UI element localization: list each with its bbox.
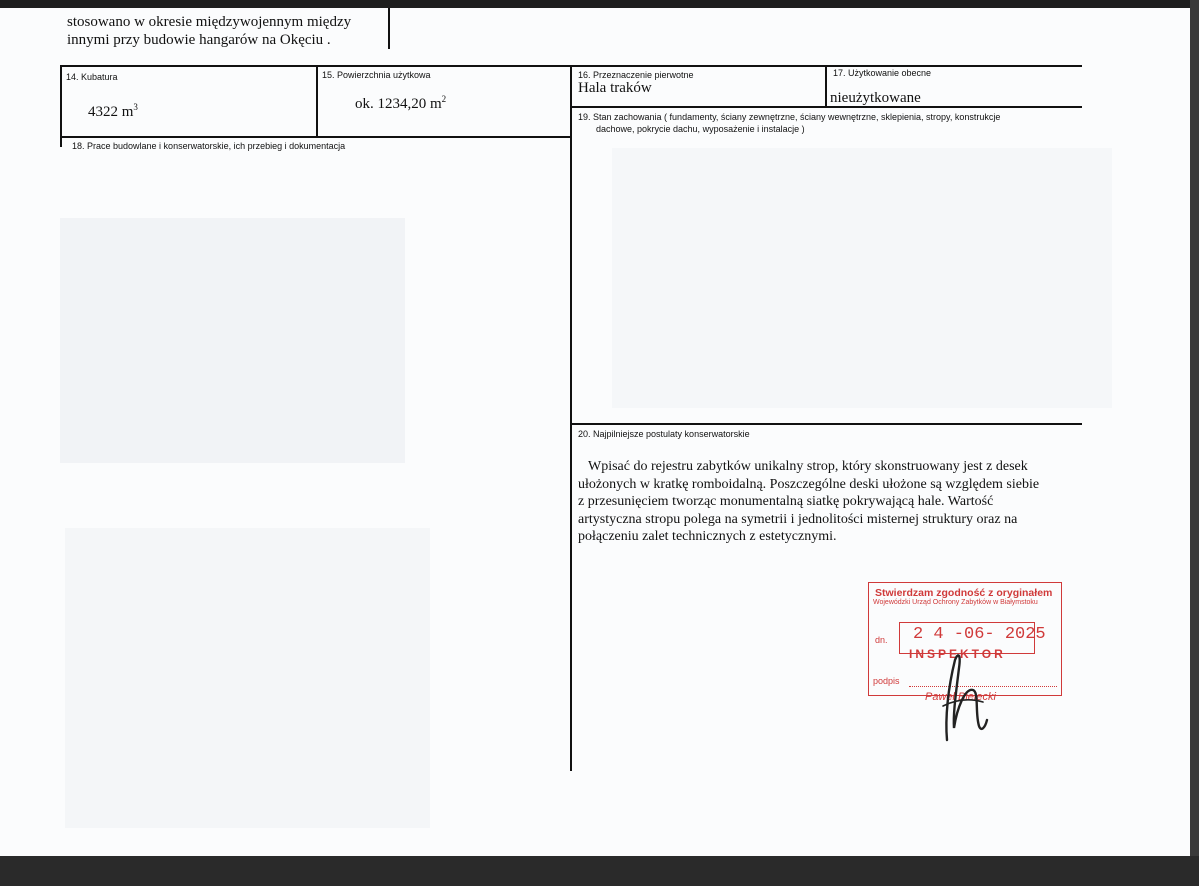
ghost-bleedthrough-photo [60,218,405,463]
field-16-label: 16. Przeznaczenie pierwotne [578,70,694,80]
field-19-label-line-2: dachowe, pokrycie dachu, wyposażenie i instalacje ) [596,124,805,134]
field-14-unit-exp: 3 [133,102,138,112]
grid-vline-top [388,8,390,49]
stamp-title: Stwierdzam zgodność z oryginałem [875,587,1053,599]
grid-vline-center [570,65,572,771]
field-20-text-line: ułożonych w kratkę romboidalną. Poszczególne deski ułożone są względem siebie [578,476,1040,492]
ghost-bleedthrough-area [65,528,430,828]
field-20-text-line: Wpisać do rejestru zabytków unikalny strop, który skonstruowany jest z desek [588,459,1028,474]
document-page [0,8,1190,856]
grid-hline-4 [570,423,1082,425]
handwritten-signature [935,648,995,743]
stamp-date-label: dn. [875,635,888,645]
field-20-label: 20. Najpilniejsze postulaty konserwatorskie [578,429,750,439]
ghost-bleedthrough-table [612,148,1112,408]
scanner-bottom-edge [0,856,1199,886]
field-20-text-line: artystyczna stropu polega na symetrii i jednolitości misternej struktury oraz na [578,511,1018,527]
field-17-label: 17. Użytkowanie obecne [833,68,932,78]
field-15-unit-exp: 2 [441,94,447,104]
field-14-value: 4322 $m^3$ [88,102,138,120]
field-16-value: Hala traków [578,80,652,96]
grid-vline-14-15 [316,65,318,137]
grid-hline-3 [60,136,572,138]
field-14-label: 14. Kubatura [66,72,118,82]
field-18-label: 18. Prace budowlane i konserwatorskie, ich przebieg i dokumentacja [72,141,346,151]
field-15-label: 15. Powierzchnia użytkowa [322,70,431,80]
field-20-text-line: połączeniu zalet technicznych z estetycznymi. [578,529,837,544]
stamp-name: Paweł Bielecki [925,691,996,703]
stamp-role: INSPEKTOR [909,647,1006,661]
grid-vline-left [60,65,62,147]
field-20-text-line: z przesunięciem tworząc monumentalną siatkę pokrywającą hale. Wartość [578,494,994,509]
grid-vline-16-17 [825,65,827,107]
field-19-label-line-1: 19. Stan zachowania ( fundamenty, ściany zewnętrzne, ściany wewnętrzne, sklepienia, stropy, konstrukcje [578,112,1001,122]
field-20-text [578,458,1078,546]
field-15-value: ok. 1234,20 $m^2$ [355,94,447,112]
stamp-office: Wojewódzki Urząd Ochrony Zabytków w Białymstoku [873,599,1038,606]
scanner-edge [1190,0,1199,886]
grid-hline-2 [570,106,1082,108]
intro-text-line-2: innymi przy budowie hangarów na Okęciu . [67,32,331,48]
stamp-date: 2 4 -06- 2025 [913,625,1046,644]
intro-text-line-1: stosowano w okresie międzywojennym między [67,14,352,30]
stamp-sign-label: podpis [873,676,900,686]
field-17-value: nieużytkowane [830,90,921,106]
